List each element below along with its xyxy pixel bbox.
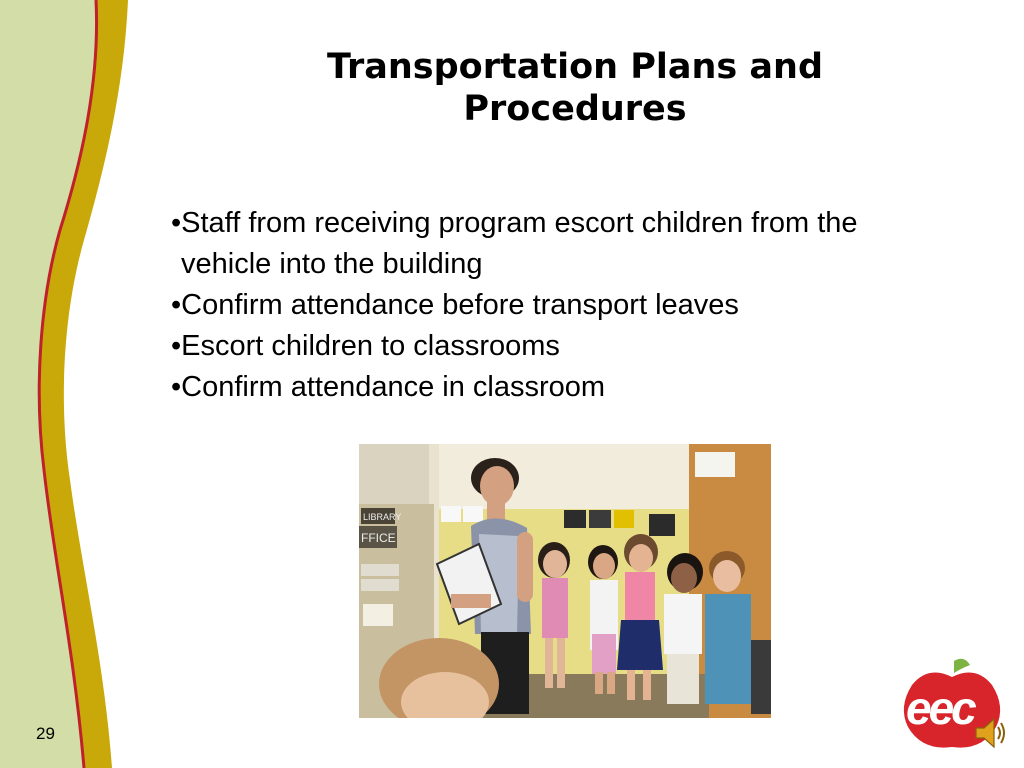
child-4 bbox=[664, 553, 703, 704]
child-2 bbox=[588, 545, 618, 694]
classroom-photo bbox=[359, 444, 771, 718]
speaker-icon[interactable] bbox=[972, 714, 1008, 752]
left-wave-decoration bbox=[0, 0, 140, 768]
photo-sign-library: LIBRARY bbox=[363, 512, 402, 522]
bullet-item: •Confirm attendance before transport leaves bbox=[171, 289, 739, 321]
page-number: 29 bbox=[36, 724, 55, 743]
bullet-item: •Staff from receiving program escort children from the bbox=[171, 207, 858, 239]
title-line-2: Procedures bbox=[463, 89, 687, 129]
bullet-item: •Escort children to classrooms bbox=[171, 330, 560, 362]
bullet-item: •Confirm attendance in classroom bbox=[171, 371, 606, 403]
logo-text: eec bbox=[906, 682, 974, 734]
slide-title bbox=[240, 46, 910, 130]
title-line-1: Transportation Plans and bbox=[326, 47, 824, 87]
photo-sign-office: FFICE bbox=[361, 531, 396, 545]
bullet-list bbox=[171, 203, 1011, 408]
bullet-item-continuation: vehicle into the building bbox=[181, 248, 483, 280]
